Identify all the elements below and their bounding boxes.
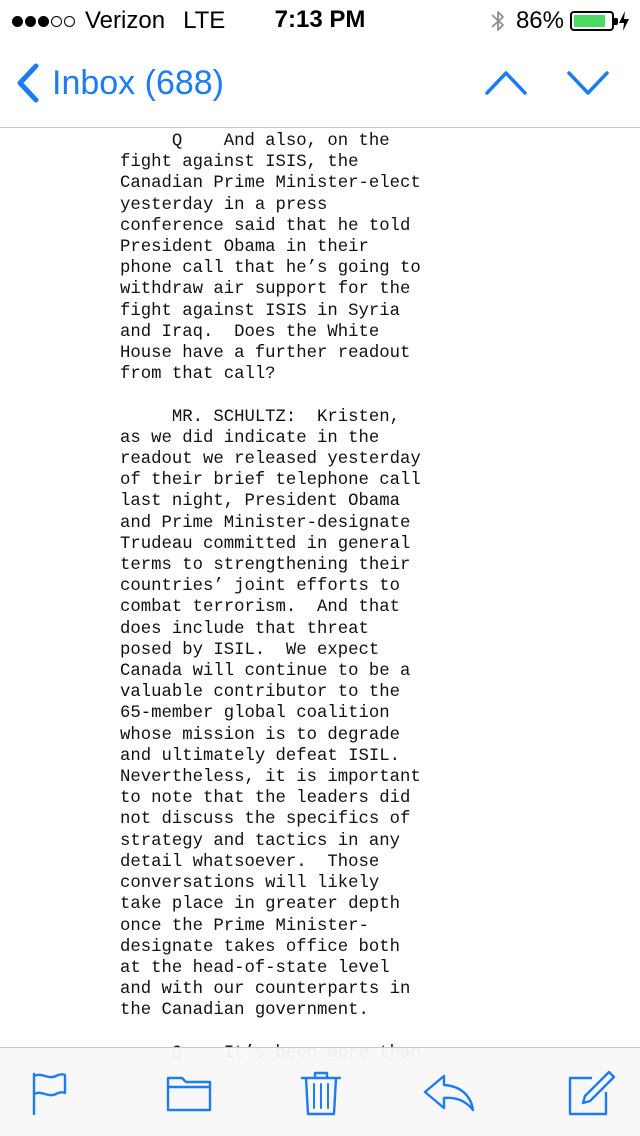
message-toolbar — [0, 1047, 640, 1136]
signal-dot — [38, 16, 49, 27]
charging-bolt-icon — [618, 10, 630, 32]
status-time: 7:13 PM — [274, 6, 366, 33]
navigation-bar — [0, 40, 640, 128]
message-paragraph: MR. SCHULTZ: Kristen, as we did indicate in the readout we released yesterday of their brief telephone call last night, President Obama and Prime Minister-designate Trudeau committed in general terms to strengthening their countries’ joint efforts to combat terrorism. And that does include that threat posed by ISIL. We expect Canada will continue to be a valuable contributor to the 65-member global coalition whose mission is to degrade and ultimately defeat ISIL. Nevertheless, it is important to note that the leaders did not discuss the specifics of strategy and tactics in any detail whatsoever. Those conversations will likely take place in greater depth once the Prime Minister- designate takes office both at the head-of-state level and with our counterparts in the Canadian government. — [120, 407, 421, 1021]
delete-button[interactable] — [300, 1070, 342, 1116]
bluetooth-icon — [490, 8, 506, 34]
message-body[interactable] — [120, 128, 450, 1048]
reply-button[interactable] — [422, 1070, 476, 1116]
compose-button[interactable] — [566, 1070, 616, 1116]
signal-dot — [25, 16, 36, 27]
signal-strength-icon — [12, 16, 77, 27]
compose-icon — [566, 1070, 616, 1116]
flag-icon — [30, 1070, 68, 1116]
status-bar-left — [12, 7, 225, 35]
reply-icon — [422, 1070, 476, 1116]
status-bar-right — [490, 7, 630, 35]
signal-dot — [51, 16, 62, 27]
flag-button[interactable] — [30, 1070, 68, 1116]
trash-icon — [300, 1070, 342, 1116]
battery-percentage: 86% — [515, 7, 564, 34]
previous-message-button[interactable] — [484, 68, 528, 98]
chevron-left-icon — [14, 62, 42, 104]
status-bar — [0, 0, 640, 40]
carrier-name: Verizon — [85, 7, 166, 34]
move-to-folder-button[interactable] — [166, 1070, 212, 1116]
back-to-inbox-button[interactable] — [14, 62, 224, 104]
signal-dot — [12, 16, 23, 27]
folder-icon — [166, 1070, 212, 1116]
signal-dot — [64, 16, 75, 27]
battery-icon — [570, 11, 614, 31]
back-button-label: Inbox (688) — [52, 63, 224, 102]
network-type: LTE — [183, 7, 226, 34]
battery-level-fill — [574, 15, 605, 27]
next-message-button[interactable] — [566, 68, 610, 98]
message-paragraph: Q And also, on the fight against ISIS, the Canadian Prime Minister-elect yesterday in a press conference said that he told President Obama in their phone call that he’s going to withdraw air support for the fight against ISIS in Syria and Iraq. Does the White House have a further readout from that call? — [120, 132, 421, 385]
